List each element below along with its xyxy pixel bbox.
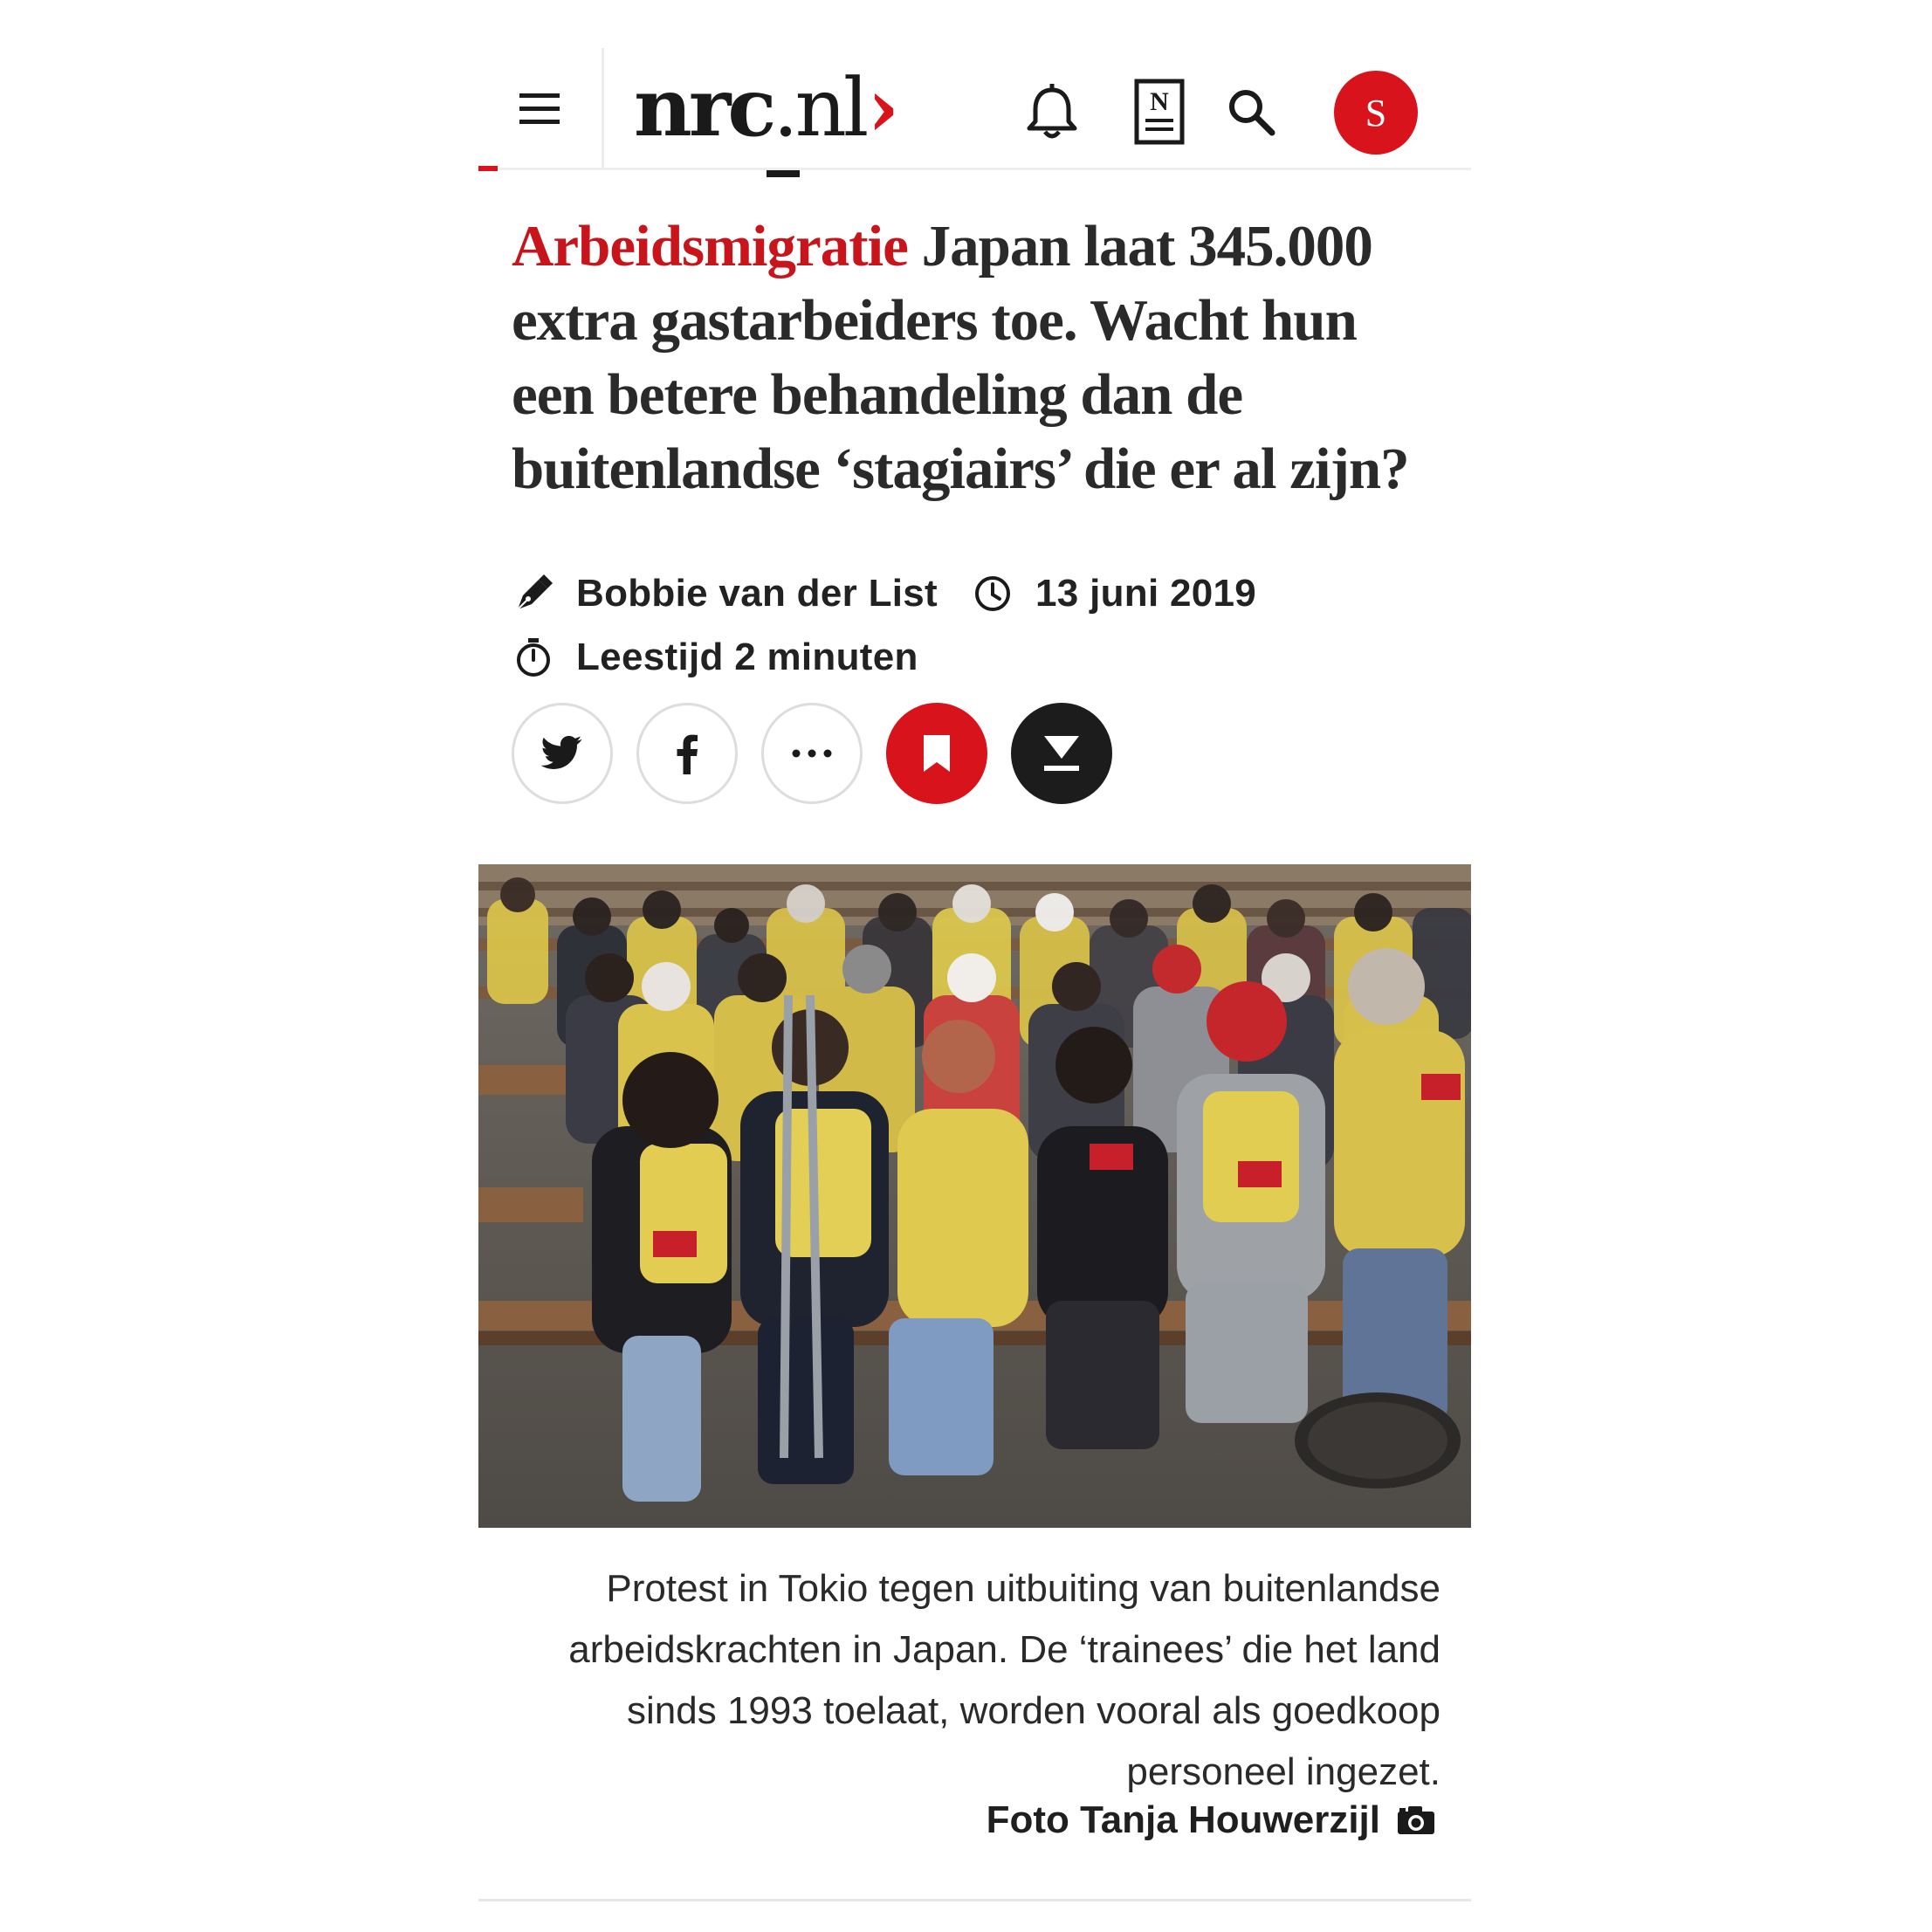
- article-title: Japan laat 345.000 extra gastarbeiders toe. Wacht hun een betere behandeling dan de buitenlandse ‘stagiairs’ die er al zijn?: [512, 214, 1409, 501]
- publish-date: 13 juni 2019: [1035, 572, 1257, 615]
- avatar[interactable]: S: [1334, 71, 1418, 155]
- facebook-icon: [676, 732, 698, 774]
- menu-icon: [518, 92, 561, 127]
- protest-photo-illustration: [478, 864, 1471, 1528]
- search-button[interactable]: [1220, 81, 1282, 142]
- reading-time: Leestijd 2 minuten: [576, 636, 918, 678]
- twitter-icon: [541, 736, 583, 771]
- stopwatch-icon: [512, 636, 555, 679]
- pen-icon: [512, 572, 555, 615]
- share-twitter-button[interactable]: [512, 703, 613, 804]
- article-headline: [512, 210, 1446, 506]
- logo-tld: .nl: [773, 60, 866, 155]
- article-kicker: Arbeidsmigratie: [512, 214, 908, 278]
- article-page: [478, 48, 1471, 1908]
- article-meta-line-2: [512, 636, 918, 679]
- logo-arrow: ›: [867, 60, 897, 155]
- scrolled-text-fragment: [767, 170, 800, 177]
- search-icon: [1225, 86, 1277, 138]
- newspaper-button[interactable]: [1129, 81, 1190, 142]
- camera-icon: [1396, 1805, 1436, 1836]
- article-meta-line-1: [512, 572, 1256, 615]
- bottom-divider: [478, 1899, 1471, 1901]
- top-bar: [478, 48, 1471, 170]
- menu-button[interactable]: [513, 83, 566, 135]
- nrc-logo[interactable]: [634, 55, 896, 160]
- share-facebook-button[interactable]: [636, 703, 738, 804]
- svg-text:N: N: [1150, 87, 1169, 116]
- bell-icon: [1021, 81, 1083, 142]
- section-indicator: [478, 166, 498, 171]
- photo-credit-text: Foto Tanja Houwerzijl: [986, 1798, 1380, 1841]
- author-link[interactable]: Bobbie van der List: [576, 572, 938, 615]
- more-icon: [791, 748, 833, 759]
- download-icon: [1041, 732, 1083, 774]
- bookmark-button[interactable]: [886, 703, 987, 804]
- photo-caption: Protest in Tokio tegen uitbuiting van buitenlandse arbeidskrachten in Japan. De ‘trainees’ die het land sinds 1993 toelaat, worden vooral als goedkoop personeel ingezet.: [568, 1567, 1440, 1793]
- newspaper-icon: [1133, 79, 1186, 145]
- logo-name: nrc: [634, 60, 773, 155]
- clock-icon: [971, 572, 1014, 615]
- share-bar: [512, 703, 1136, 804]
- article-photo[interactable]: [478, 864, 1471, 1528]
- photo-credit: [987, 1798, 1436, 1842]
- header-divider: [602, 48, 604, 168]
- bookmark-icon: [922, 733, 952, 773]
- notifications-button[interactable]: [1021, 81, 1083, 142]
- download-button[interactable]: [1011, 703, 1112, 804]
- share-more-button[interactable]: [761, 703, 863, 804]
